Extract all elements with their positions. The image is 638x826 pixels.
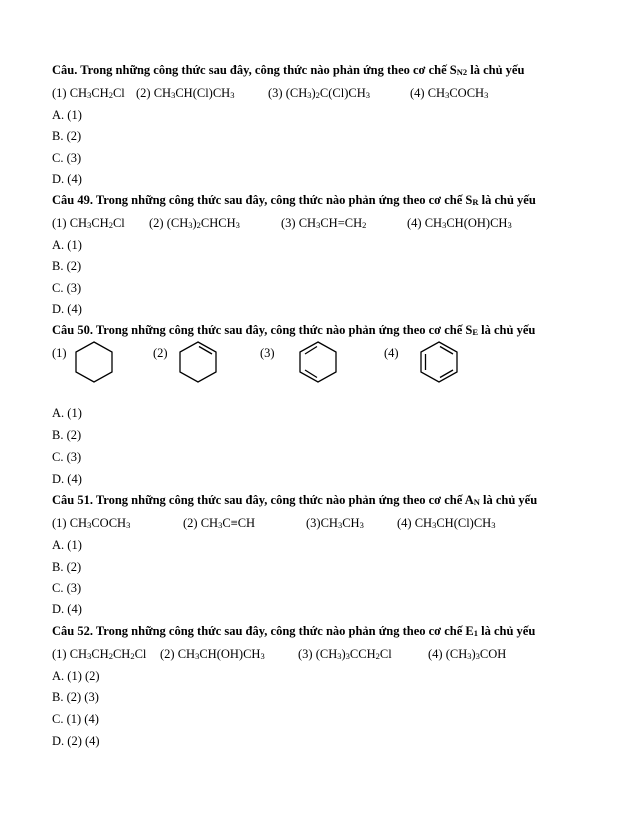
ring-label: (1) <box>52 346 67 360</box>
answer-choice[interactable]: B. (2) <box>52 129 82 143</box>
answer-choice[interactable]: A. (1) <box>52 538 82 552</box>
formula-option: $(3)CH_3CH_3$ <box>306 516 364 530</box>
question-title <box>52 322 535 338</box>
question-title <box>52 192 536 208</box>
formula-option: (2) $(CH_3)_2CHCH_3$ <box>149 216 240 230</box>
formula-option: (2) $CH_3CH(Cl)CH_3$ <box>136 86 235 100</box>
options-row <box>52 215 612 231</box>
answer-choice[interactable]: A. (1) (2) <box>52 669 100 683</box>
question-title-end: là chủ yếu <box>478 323 536 337</box>
mechanism-subscript: E <box>472 327 479 337</box>
formula-option: (3) $(CH_3)_2C(Cl)CH_3$ <box>268 86 370 100</box>
cyclohexene-structure <box>176 339 220 385</box>
answer-choice[interactable]: A. (1) <box>52 238 82 252</box>
answer-choice[interactable]: C. (3) <box>52 151 82 165</box>
cyclohexadiene-structure <box>296 339 340 385</box>
answer-choice[interactable]: C. (3) <box>52 581 82 595</box>
answer-choice[interactable]: D. (4) <box>52 472 82 486</box>
formula-option: (1) $CH_3CH_2CH_2Cl$ <box>52 647 147 661</box>
question-title-text: Câu 49. Trong những công thức sau đây, công thức nào phản ứng theo cơ chế S <box>52 193 473 207</box>
question-title-text: Câu 52. Trong những công thức sau đây, công thức nào phản ứng theo cơ chế E <box>52 624 474 638</box>
ring-label: (4) <box>384 346 399 360</box>
formula-option: (4) $CH_3COCH_3$ <box>410 86 489 100</box>
answer-choice[interactable]: D. (4) <box>52 302 82 316</box>
benzene-structure <box>417 339 461 385</box>
formula-option: (3) $CH_3CH=CH_2$ <box>281 216 367 230</box>
formula-option: (1) $CH_3CH_2Cl$ <box>52 216 125 230</box>
question-title-end: là chủ yếu <box>467 63 525 77</box>
answer-choice[interactable]: B. (2) <box>52 259 82 273</box>
answer-choice[interactable]: B. (2) <box>52 428 82 442</box>
answer-choice[interactable]: B. (2) (3) <box>52 690 99 704</box>
question-title-end: là chủ yếu <box>478 193 536 207</box>
question-title <box>52 492 537 508</box>
cyclohexane-structure <box>72 339 116 385</box>
question-title <box>52 62 524 78</box>
mechanism-subscript: N <box>473 497 480 507</box>
formula-option: (4) $CH_3CH(OH)CH_3$ <box>407 216 512 230</box>
formula-option: (1) $CH_3CH_2Cl$ <box>52 86 125 100</box>
mechanism-subscript: 1 <box>473 628 478 638</box>
answer-choice[interactable]: C. (3) <box>52 281 82 295</box>
question-title-text: Câu 51. Trong những công thức sau đây, công thức nào phản ứng theo cơ chế A <box>52 493 474 507</box>
answer-choice[interactable]: B. (2) <box>52 560 82 574</box>
answer-choice[interactable]: A. (1) <box>52 406 82 420</box>
answer-choice[interactable]: C. (3) <box>52 450 82 464</box>
answer-choice[interactable]: D. (4) <box>52 172 82 186</box>
formula-option: (4) $(CH_3)_3COH$ <box>428 647 507 661</box>
mechanism-subscript: R <box>472 197 479 207</box>
answer-choice[interactable]: C. (1) (4) <box>52 712 99 726</box>
answer-choice[interactable]: A. (1) <box>52 108 82 122</box>
formula-option: (4) $CH_3CH(Cl)CH_3$ <box>397 516 496 530</box>
options-row <box>52 646 612 662</box>
question-title <box>52 623 535 639</box>
question-title-text: Câu. Trong những công thức sau đây, công thức nào phản ứng theo cơ chế S <box>52 63 457 77</box>
question-title-end: là chủ yếu <box>479 493 538 507</box>
answer-choice[interactable]: D. (2) (4) <box>52 734 100 748</box>
question-title-text: Câu 50. Trong những công thức sau đây, công thức nào phản ứng theo cơ chế S <box>52 323 473 337</box>
question-title-end: là chủ yếu <box>477 624 536 638</box>
formula-option: (2) $CH_3CH(OH)CH_3$ <box>160 647 265 661</box>
options-row <box>52 515 612 531</box>
options-row <box>52 85 612 101</box>
formula-option: (2) $CH_3C\equiv CH$ <box>183 516 256 530</box>
mechanism-subscript: N2 <box>456 67 468 77</box>
answer-choice[interactable]: D. (4) <box>52 602 82 616</box>
formula-option: (1) $CH_3COCH_3$ <box>52 516 131 530</box>
formula-option: (3) $(CH_3)_3CCH_2Cl$ <box>298 647 392 661</box>
ring-label: (2) <box>153 346 168 360</box>
ring-label: (3) <box>260 346 275 360</box>
